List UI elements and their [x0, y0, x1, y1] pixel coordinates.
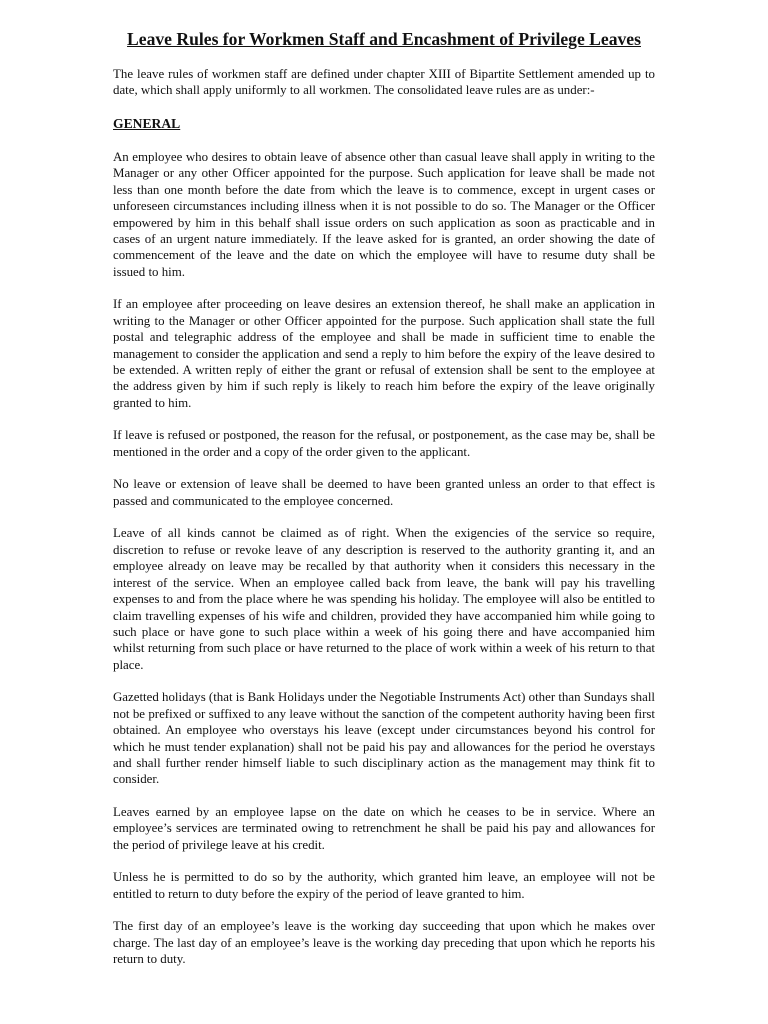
paragraph-leave-extension: If an employee after proceeding on leave desires an extension thereof, he shall make an application in writing to the Manager or other Officer appointed for the purpose. Such application shall state the full postal and telegraphic address of the employee and shall be made in sufficient time to enable the management to consider the application and send a reply to him before the expiry of the leave desired to be extended. A written reply of either the grant or refusal of extension shall be sent to the employee at the address given by him if such reply is likely to reach him before the expiry of the leave originally granted to him.	[113, 297, 655, 410]
paragraph-leave-refusal: If leave is refused or postponed, the reason for the refusal, or postponement, as the case may be, shall be mentioned in the order and a copy of the order given to the applicant.	[113, 428, 655, 459]
paragraph-leave-lapse: Leaves earned by an employee lapse on the date on which he ceases to be in service. Where an employee’s services are terminated owing to retrenchment he shall be paid his pay and allowances for the period of privilege leave at his credit.	[113, 804, 655, 852]
paragraph-leave-not-right: Leave of all kinds cannot be claimed as of right. When the exigencies of the service so require, discretion to refuse or revoke leave of any description is reserved to the authority granting it, and an employee already on leave may be recalled by that authority when it considers this necessary in the interest of the service. When an employee called back from leave, the bank will pay his travelling expenses to and from the place where he was spending his holiday. The employee will also be entitled to claim travelling expenses of his wife and children, provided they have accompanied him while going to such place or have gone to such place within a week of his going there and have accompanied him whilst returning from such place or have returned to the place of work within a week of his return to that place.	[113, 526, 655, 672]
document-page	[113, 28, 655, 984]
paragraph-leave-application: An employee who desires to obtain leave of absence other than casual leave shall apply in writing to the Manager or any other Officer appointed for the purpose. Such application for leave shall be made not less than one month before the date from which the leave is to commence, except in urgent cases or unforeseen circumstances including illness when it is not possible to do so. The Manager or the Officer empowered by him in this behalf shall issue orders on such application as soon as practicable and in cases of an urgent nature immediately. If the leave asked for is granted, an order showing the date of commencement of the leave and the date on which the employee will have to resume duty shall be issued to him.	[113, 150, 655, 279]
document-title: Leave Rules for Workmen Staff and Encashment of Privilege Leaves	[127, 29, 641, 49]
paragraph-first-last-day: The first day of an employee’s leave is the working day succeeding that upon which he makes over charge. The last day of an employee’s leave is the working day preceding that upon which he reports his return to duty.	[113, 919, 655, 967]
paragraph-gazetted-holidays: Gazetted holidays (that is Bank Holidays under the Negotiable Instruments Act) other than Sundays shall not be prefixed or suffixed to any leave without the sanction of the competent authority having been first obtained. An employee who overstays his leave (except under circumstances beyond his control for which he must tender explanation) shall not be paid his pay and allowances for the period he overstays and shall further render himself liable to such disciplinary action as the management may think fit to consider.	[113, 690, 656, 787]
paragraph-leave-order: No leave or extension of leave shall be deemed to have been granted unless an order to that effect is passed and communicated to the employee concerned.	[113, 477, 655, 508]
intro-paragraph: The leave rules of workmen staff are defined under chapter XIII of Bipartite Settlement amended up to date, which shall apply uniformly to all workmen. The consolidated leave rules are as under:-	[113, 67, 655, 98]
paragraph-return-to-duty: Unless he is permitted to do so by the authority, which granted him leave, an employee will not be entitled to return to duty before the expiry of the period of leave granted to him.	[113, 870, 655, 901]
section-heading-general: GENERAL	[113, 116, 181, 131]
